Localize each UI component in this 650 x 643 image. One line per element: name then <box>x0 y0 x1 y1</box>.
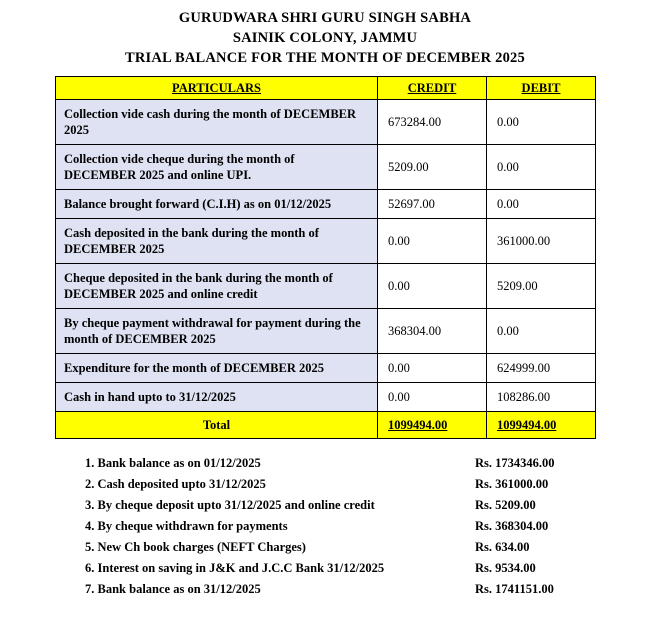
note-text: 5. New Ch book charges (NEFT Charges) <box>85 540 306 554</box>
row-credit: 368304.00 <box>378 309 487 354</box>
table-row <box>56 354 596 383</box>
table-row <box>56 383 596 412</box>
notes-list <box>0 453 650 600</box>
row-credit: 52697.00 <box>378 190 487 219</box>
list-item <box>85 453 650 474</box>
total-label: Total <box>56 412 378 439</box>
note-amount: Rs. 1741151.00 <box>475 582 554 596</box>
row-particulars: Collection vide cash during the month of DECEMBER 2025 <box>56 100 378 145</box>
table-header-row <box>56 77 596 100</box>
row-debit: 0.00 <box>487 100 596 145</box>
column-header-particulars: PARTICULARS <box>56 77 378 100</box>
table-row <box>56 219 596 264</box>
table-row <box>56 264 596 309</box>
note-text: 2. Cash deposited upto 31/12/2025 <box>85 477 266 491</box>
table-row <box>56 190 596 219</box>
note-text: 6. Interest on saving in J&K and J.C.C Bank 31/12/2025 <box>85 561 385 575</box>
note-text: 7. Bank balance as on 31/12/2025 <box>85 582 261 596</box>
trial-balance-table <box>55 76 596 439</box>
table-row <box>56 100 596 145</box>
row-debit: 624999.00 <box>487 354 596 383</box>
organization-name: GURUDWARA SHRI GURU SINGH SABHA <box>178 10 472 26</box>
list-item <box>85 558 650 579</box>
row-particulars: Expenditure for the month of DECEMBER 2025 <box>56 354 378 383</box>
column-header-debit: DEBIT <box>487 77 596 100</box>
row-credit: 0.00 <box>378 264 487 309</box>
list-item <box>85 495 650 516</box>
row-debit: 0.00 <box>487 145 596 190</box>
row-debit: 5209.00 <box>487 264 596 309</box>
row-debit: 0.00 <box>487 309 596 354</box>
row-particulars: Collection vide cheque during the month of DECEMBER 2025 and online UPI. <box>56 145 378 190</box>
row-credit: 0.00 <box>378 354 487 383</box>
note-amount: Rs. 634.00 <box>475 540 530 554</box>
note-text: 1. Bank balance as on 01/12/2025 <box>85 456 261 470</box>
row-debit: 0.00 <box>487 190 596 219</box>
report-title: TRIAL BALANCE FOR THE MONTH OF DECEMBER 2025 <box>125 50 525 66</box>
row-credit: 673284.00 <box>378 100 487 145</box>
row-particulars: By cheque payment withdrawal for payment during the month of DECEMBER 2025 <box>56 309 378 354</box>
list-item <box>85 516 650 537</box>
organization-address: SAINIK COLONY, JAMMU <box>232 30 418 46</box>
note-text: 3. By cheque deposit upto 31/12/2025 and online credit <box>85 498 375 512</box>
row-credit: 5209.00 <box>378 145 487 190</box>
row-debit: 361000.00 <box>487 219 596 264</box>
document-header <box>0 0 650 68</box>
list-item <box>85 579 650 600</box>
table-row <box>56 145 596 190</box>
note-amount: Rs. 5209.00 <box>475 498 536 512</box>
table-row <box>56 309 596 354</box>
row-particulars: Cash deposited in the bank during the month of DECEMBER 2025 <box>56 219 378 264</box>
note-amount: Rs. 1734346.00 <box>475 456 555 470</box>
note-amount: Rs. 368304.00 <box>475 519 549 533</box>
row-debit: 108286.00 <box>487 383 596 412</box>
note-amount: Rs. 361000.00 <box>475 477 549 491</box>
column-header-credit: CREDIT <box>378 77 487 100</box>
list-item <box>85 537 650 558</box>
table-total-row <box>56 412 596 439</box>
note-amount: Rs. 9534.00 <box>475 561 536 575</box>
total-debit: 1099494.00 <box>487 412 596 439</box>
note-text: 4. By cheque withdrawn for payments <box>85 519 288 533</box>
row-particulars: Cash in hand upto to 31/12/2025 <box>56 383 378 412</box>
total-credit: 1099494.00 <box>378 412 487 439</box>
row-credit: 0.00 <box>378 383 487 412</box>
list-item <box>85 474 650 495</box>
row-credit: 0.00 <box>378 219 487 264</box>
trial-balance-table-wrapper <box>55 76 595 439</box>
row-particulars: Cheque deposited in the bank during the month of DECEMBER 2025 and online credit <box>56 264 378 309</box>
row-particulars: Balance brought forward (C.I.H) as on 01/12/2025 <box>56 190 378 219</box>
